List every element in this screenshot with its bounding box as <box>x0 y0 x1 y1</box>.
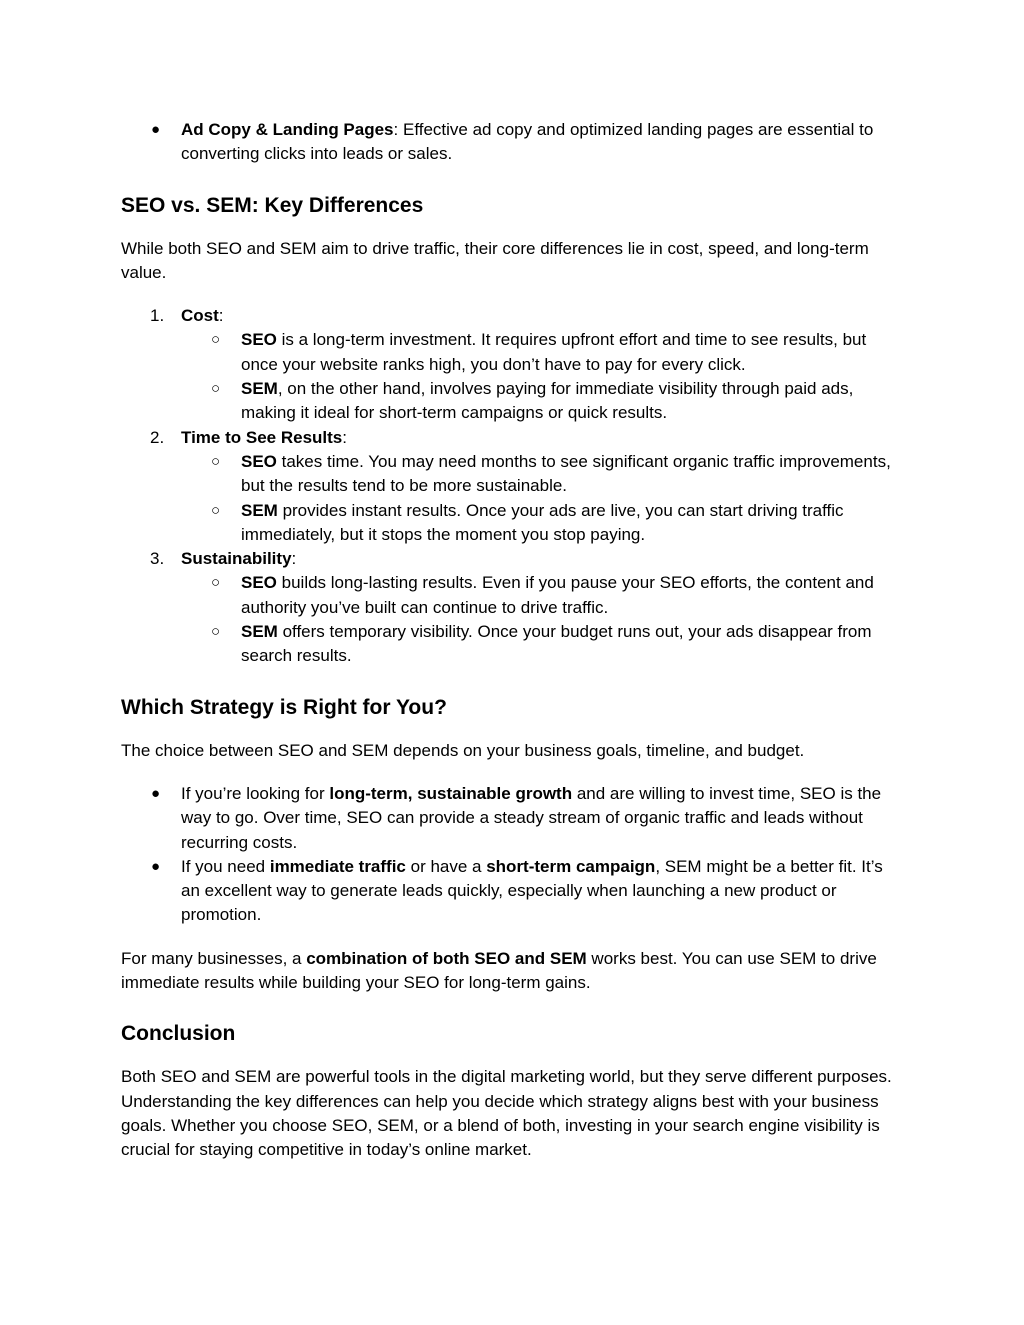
bullet-bold: long-term, sustainable growth <box>329 783 573 803</box>
sub-list <box>181 571 906 668</box>
differences-heading: SEO vs. SEM: Key Differences <box>121 193 424 217</box>
circle-marker: ○ <box>211 574 221 592</box>
differences-list <box>121 304 906 668</box>
intro-bullet-list <box>121 118 906 167</box>
item-colon: : <box>218 306 224 326</box>
closing-text: For many businesses, a <box>121 948 307 968</box>
item-colon: : <box>291 549 297 569</box>
sub-text: offers temporary visibility. Once your budget runs out, your ads disappear from search results. <box>241 622 872 666</box>
sub-item <box>181 571 906 620</box>
list-item <box>121 118 906 167</box>
bullet-marker: ● <box>151 857 161 875</box>
list-item <box>121 426 906 547</box>
list-item <box>121 547 906 668</box>
sub-text: builds long-lasting results. Even if you pause your SEO efforts, the content and authority you’ve built can continue to drive traffic. <box>241 573 874 617</box>
sub-text: takes time. You may need months to see significant organic traffic improvements, but the results tend to be more sustainable. <box>241 451 891 496</box>
list-item <box>121 304 906 425</box>
circle-marker: ○ <box>211 501 221 519</box>
strategy-bullet-list <box>121 782 906 928</box>
sub-item <box>181 620 906 669</box>
item-number: 3. <box>150 549 165 569</box>
sub-item <box>181 328 906 377</box>
circle-marker: ○ <box>211 623 221 641</box>
sub-bold: SEM <box>241 622 278 642</box>
closing-text: works best. You can use SEM to drive immediate results while building your SEO for long-term gains. <box>121 948 877 993</box>
list-item <box>121 782 906 855</box>
circle-marker: ○ <box>211 331 221 349</box>
sub-text: is a long-term investment. It requires upfront effort and time to see results, but once your website ranks high, you don’t have to pay for every click. <box>241 330 867 374</box>
bullet-marker: ● <box>151 784 161 802</box>
bullet-text: or have a <box>405 856 487 876</box>
circle-marker: ○ <box>211 452 221 470</box>
item-number: 1. <box>150 306 165 326</box>
differences-intro: While both SEO and SEM aim to drive traffic, their core differences lie in cost, speed, and long-term value. <box>121 238 869 282</box>
sub-bold: SEO <box>241 451 277 471</box>
item-colon: : <box>342 427 347 447</box>
bullet-text: , SEM might be a better fit. It’s an excellent way to generate leads quickly, especially when launching a new product or promotion. <box>181 856 883 925</box>
circle-marker: ○ <box>211 380 221 398</box>
item-number: 2. <box>150 427 165 447</box>
bullet-bold: Ad Copy & Landing Pages <box>181 120 394 139</box>
sub-item <box>181 377 906 426</box>
strategy-closing <box>121 947 906 996</box>
item-title: Sustainability <box>181 549 292 569</box>
sub-item <box>181 499 906 548</box>
bullet-bold: short-term campaign <box>486 856 656 876</box>
sub-text: provides instant results. Once your ads are live, you can start driving traffic immediately, but it stops the moment you stop paying. <box>241 500 844 544</box>
closing-bold: combination of both SEO and SEM <box>306 948 587 968</box>
sub-list <box>181 450 906 547</box>
conclusion-text: Both SEO and SEM are powerful tools in the digital marketing world, but they serve different purposes. Understanding the key differences can help you decide which strategy aligns best with your business goals. Whether you choose SEO, SEM, or a blend of both, investing in your search engine visibility is crucial for staying competitive in today’s online market. <box>121 1067 892 1160</box>
conclusion-heading: Conclusion <box>121 1022 236 1046</box>
item-title: Time to See Results <box>181 427 343 447</box>
sub-item <box>181 450 906 499</box>
bullet-text: and are willing to invest time, SEO is the way to go. Over time, SEO can provide a steady stream of organic traffic and leads without recurring costs. <box>181 783 882 852</box>
document-page <box>121 118 906 1163</box>
bullet-text: If you need <box>181 856 270 876</box>
bullet-text: If you’re looking for <box>181 783 330 803</box>
sub-bold: SEO <box>241 330 277 350</box>
strategy-heading: Which Strategy is Right for You? <box>121 695 447 719</box>
list-item <box>121 855 906 928</box>
sub-bold: SEO <box>241 573 277 593</box>
sub-bold: SEM <box>241 500 278 520</box>
item-title: Cost <box>181 306 219 326</box>
bullet-bold: immediate traffic <box>269 856 406 876</box>
sub-bold: SEM <box>241 379 278 399</box>
strategy-intro: The choice between SEO and SEM depends on your business goals, timeline, and budget. <box>121 740 805 760</box>
sub-list <box>181 328 906 425</box>
sub-text: , on the other hand, involves paying for immediate visibility through paid ads, making it ideal for short-term campaigns or quick results. <box>241 379 854 423</box>
bullet-text: : Effective ad copy and optimized landing pages are essential to converting clicks into leads or sales. <box>181 120 874 164</box>
bullet-marker: ● <box>151 121 161 138</box>
